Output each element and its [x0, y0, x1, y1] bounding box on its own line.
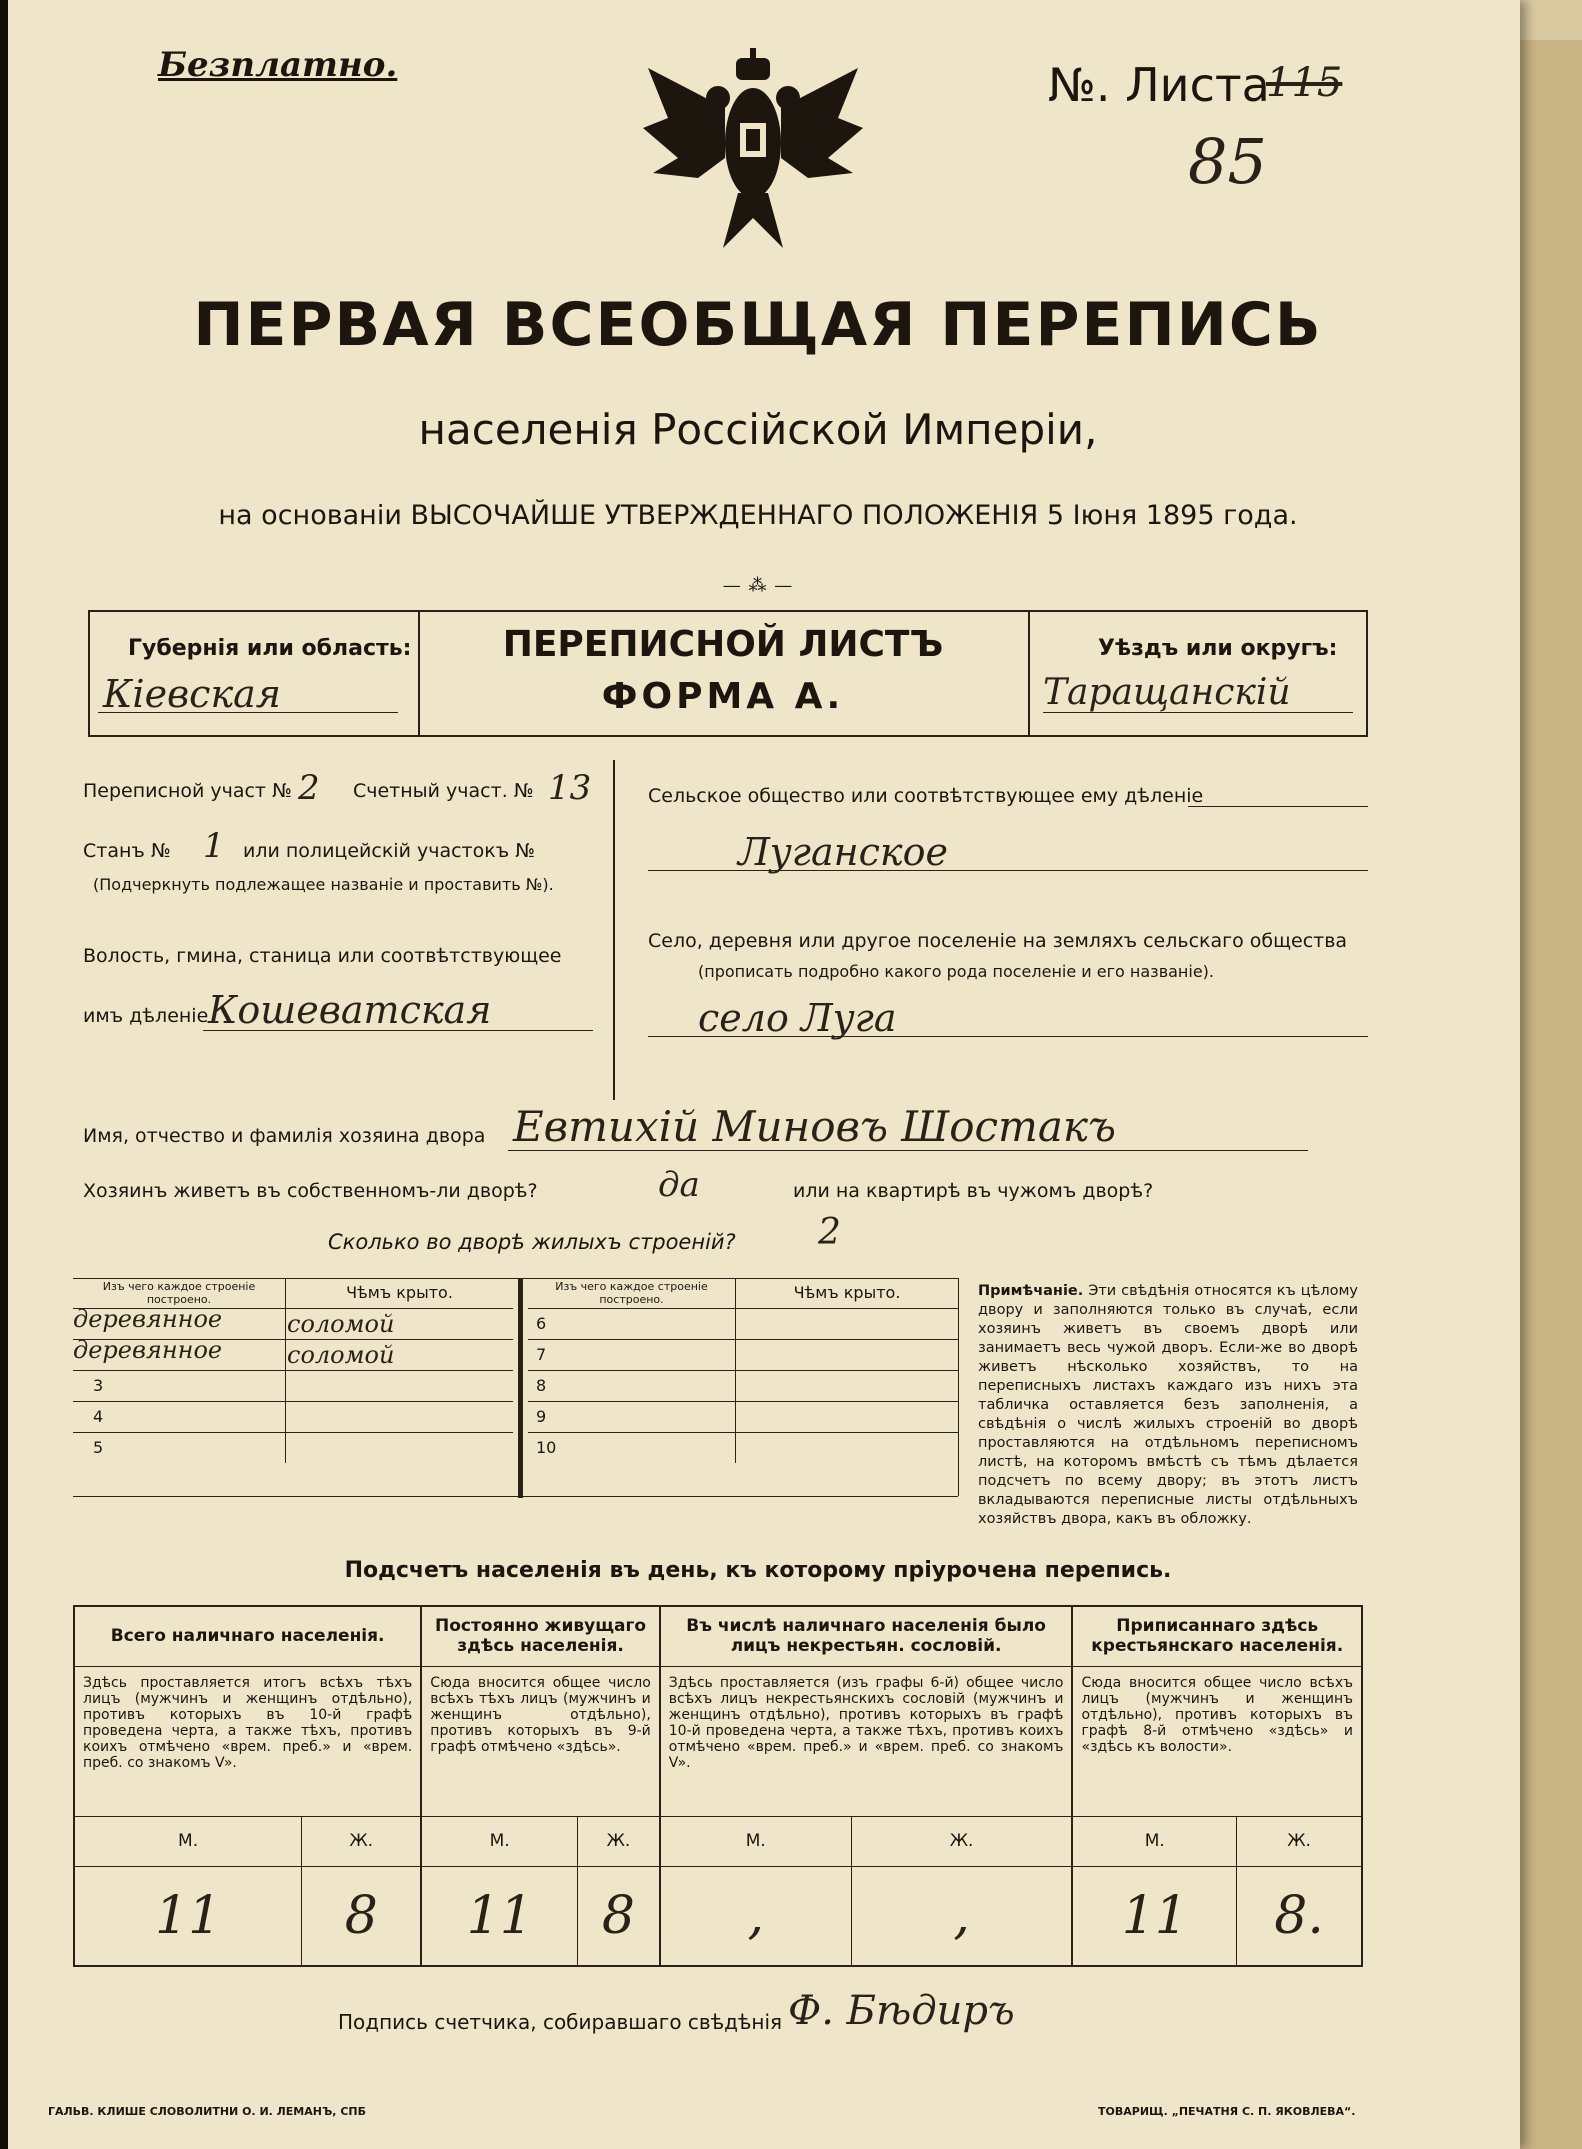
count-desc-4: Сюда вносится общее число всѣхъ лицъ (мужчинъ и женщинъ отдѣльно), противъ которыхъ въ графѣ 8-й отмѣчено «здѣсь» и «здѣсь къ волости». — [1081, 1674, 1353, 1755]
sheet-number-label: №. Листа — [1048, 58, 1270, 112]
stan-label: Станъ № — [83, 840, 171, 862]
f-label: Ж. — [1287, 1831, 1311, 1851]
census-sheet — [8, 0, 1520, 2149]
guberniya-value: Кiевская — [103, 672, 281, 716]
table-row — [528, 1432, 958, 1463]
underline-note: (Подчеркнуть подлежащее названіе и проставить №). — [93, 875, 554, 894]
owner-lives-label: Хозяинъ живетъ въ собственномъ-ли дворѣ? — [83, 1180, 538, 1202]
count-nonpeasant-f: , — [851, 1866, 1072, 1966]
buildings-value: 2 — [818, 1212, 841, 1253]
owner-name-label: Имя, отчество и фамилія хозяина двора — [83, 1125, 486, 1147]
double-headed-eagle-emblem — [638, 48, 868, 263]
m-label: М. — [421, 1816, 577, 1866]
uchastok-value: 2 — [298, 768, 320, 808]
form-subtitle: ФОРМА А. — [601, 676, 845, 717]
form-title: ПЕРЕПИСНОЙ ЛИСТЪ — [502, 624, 944, 665]
owner-lives-label-2: или на квартирѣ въ чужомъ дворѣ? — [793, 1180, 1154, 1202]
table-row — [73, 1370, 513, 1401]
count-title: Подсчетъ населенія въ день, къ которому пріурочена перепись. — [344, 1558, 1172, 1583]
table-row — [73, 1308, 513, 1339]
volost-label-2: имъ дѣленіе — [83, 1005, 209, 1027]
ornament-divider: — ⁂ — — [722, 575, 794, 596]
form-frame-bottom — [88, 735, 1368, 737]
count-head-4: Приписаннаго здѣсь крестьянскаго населенія. — [1091, 1616, 1344, 1657]
table-row — [73, 1339, 513, 1370]
remark-text: Эти свѣдѣнія относятся къ цѣлому двору и заполняются только въ случаѣ, если хозяинъ живетъ въ своемъ дворѣ или занимаетъ весь чужой дворъ. Если-же во дворѣ живетъ нѣсколько хозяйствъ, то на переписныхъ листахъ каждаго изъ нихъ эта табличка оставляется безъ заполненія, а свѣдѣнія о числѣ жилыхъ строеній во дворѣ проставляются на отдѣльномъ переписномъ листѣ, на которомъ вмѣстѣ съ тѣмъ дѣлается подсчетъ по всему двору; въ этотъ листъ вкладываются переписные листы отдѣльныхъ хозяйствъ двора, какъ въ обложку. — [978, 1283, 1358, 1527]
f-label: Ж. — [851, 1816, 1072, 1866]
row-number: 9 — [528, 1401, 736, 1432]
m-label: М. — [660, 1816, 852, 1866]
stan-value: 1 — [203, 826, 225, 866]
count-head-2: Постоянно живущаго здѣсь населенія. — [421, 1606, 659, 1666]
printer-right: ТОВАРИЩ. „ПЕЧАТНЯ С. П. ЯКОВЛЕВА“. — [1098, 2105, 1356, 2118]
row-number: 5 — [73, 1432, 286, 1463]
count-permanent-f: 8 — [578, 1866, 660, 1966]
material-header: Изъ чего каждое строеніе построено. — [73, 1278, 286, 1308]
population-count-table — [73, 1605, 1363, 1967]
count-desc-3: Здѣсь проставляется (изъ графы 6-й) общее число всѣхъ лицъ некрестьянскихъ сословій (мужчинъ и женщинъ отдѣльно), противъ которыхъ въ графѣ 10-й проведена черта, а также тѣхъ, противъ коихъ отмѣчено «врем. преб.» и «врем. преб. со знакомъ V». — [660, 1666, 1073, 1816]
f-label: Ж. — [578, 1816, 660, 1866]
document-title: ПЕРВАЯ ВСЕОБЩАЯ ПЕРЕПИСЬ — [193, 290, 1323, 360]
police-label: или полицейскій участокъ № — [243, 840, 535, 862]
count-nonpeasant-m: , — [660, 1866, 852, 1966]
society-label: Сельское общество или соотвѣтствующее ему дѣленіе — [648, 785, 1204, 807]
signature-label: Подпись счетчика, собиравшаго свѣдѣнія — [338, 2010, 783, 2034]
table-row — [528, 1308, 958, 1339]
row-number: 8 — [528, 1370, 736, 1401]
count-desc-2: Сюда вносится общее число всѣхъ тѣхъ лицъ (мужчинъ и женщинъ отдѣльно), противъ которыхъ въ 9-й графѣ отмѣчено «здѣсь». — [421, 1666, 659, 1816]
f-label: Ж. — [302, 1816, 422, 1866]
buildings-table-right — [528, 1278, 958, 1463]
free-label: Безплатно. — [158, 45, 398, 85]
guberniya-label: Губернія или область: — [128, 636, 412, 661]
building-material-1: деревянное — [73, 1304, 223, 1333]
sheet-number-hand: 85 — [1188, 125, 1267, 198]
society-value: Луганское — [738, 830, 948, 874]
m-label: М. — [74, 1816, 302, 1866]
row-number: 10 — [528, 1432, 736, 1463]
printer-left: ГАЛЬВ. КЛИШЕ СЛОВОЛИТНИ О. И. ЛЕМАНЪ, СПБ — [48, 2105, 366, 2118]
row-number: 3 — [73, 1370, 286, 1401]
table-divider — [518, 1278, 523, 1498]
table-row — [73, 1401, 513, 1432]
table-row — [73, 1432, 513, 1463]
building-roof-1: соломой — [287, 1309, 395, 1338]
count-total-m: 11 — [74, 1866, 302, 1966]
m-label: М. — [1072, 1816, 1236, 1866]
owner-lives-value: да — [658, 1165, 700, 1205]
village-note: (прописать подробно какого рода поселеніе и его названіе). — [698, 962, 1214, 981]
row-number: 4 — [73, 1401, 286, 1432]
building-material-2: деревянное — [73, 1335, 223, 1364]
count-head-3: Въ числѣ наличнаго населенія было лицъ некрестьян. сословій. — [660, 1606, 1073, 1666]
row-number: 6 — [528, 1308, 736, 1339]
buildings-label: Сколько во дворѣ жилыхъ строеній? — [328, 1230, 736, 1254]
table-row — [528, 1339, 958, 1370]
table-row — [528, 1401, 958, 1432]
document-basis: на основаніи ВЫСОЧАЙШЕ УТВЕРЖДЕННАГО ПОЛОЖЕНІЯ 5 Іюня 1895 года. — [218, 500, 1298, 531]
signature-value: Ф. Бѣдиръ — [788, 1988, 1015, 2034]
buildings-table-left — [73, 1278, 513, 1463]
remark-title: Примѣчаніе. — [978, 1283, 1084, 1299]
remark-block — [978, 1282, 1358, 1529]
center-divider — [613, 760, 615, 1100]
schet-label: Счетный участ. № — [353, 780, 534, 802]
volost-label: Волость, гмина, станица или соотвѣтствующее — [83, 945, 562, 967]
count-total-f: 8 — [302, 1866, 422, 1966]
material-header: Изъ чего каждое строеніе построено. — [528, 1278, 736, 1308]
count-permanent-m: 11 — [421, 1866, 577, 1966]
village-value: село Луга — [698, 996, 897, 1040]
schet-value: 13 — [548, 768, 592, 808]
table-row — [528, 1370, 958, 1401]
uchastok-label: Переписной участ № — [83, 780, 292, 802]
building-roof-2: соломой — [287, 1340, 395, 1369]
count-desc-1: Здѣсь проставляется итогъ всѣхъ тѣхъ лицъ (мужчинъ и женщинъ отдѣльно), противъ которыхъ въ 10-й графѣ проведена черта, а также тѣхъ, противъ коихъ отмѣчено «врем. преб.» и «врем. преб. со знакомъ V». — [74, 1666, 421, 1816]
uezd-label: Уѣздъ или округъ: — [1098, 636, 1338, 661]
count-registered-m: 11 — [1072, 1866, 1236, 1966]
volost-value: Кошеватская — [208, 988, 492, 1032]
count-head-1: Всего наличнаго населенія. — [74, 1606, 421, 1666]
roof-header: Чѣмъ крыто. — [346, 1283, 453, 1303]
document-subtitle: населенія Россійской Имперіи, — [418, 405, 1098, 454]
roof-header: Чѣмъ крыто. — [793, 1283, 901, 1303]
row-number: 7 — [528, 1339, 736, 1370]
form-frame-top — [88, 610, 1368, 612]
uezd-value: Таращанскій — [1043, 672, 1291, 713]
count-registered-f: 8. — [1274, 1885, 1324, 1946]
owner-name-value: Евтихій Миновъ Шостакъ — [513, 1102, 1116, 1151]
sheet-number-crossed: 115 — [1266, 60, 1343, 106]
village-label: Село, деревня или другое поселеніе на земляхъ сельскаго общества — [648, 930, 1348, 952]
